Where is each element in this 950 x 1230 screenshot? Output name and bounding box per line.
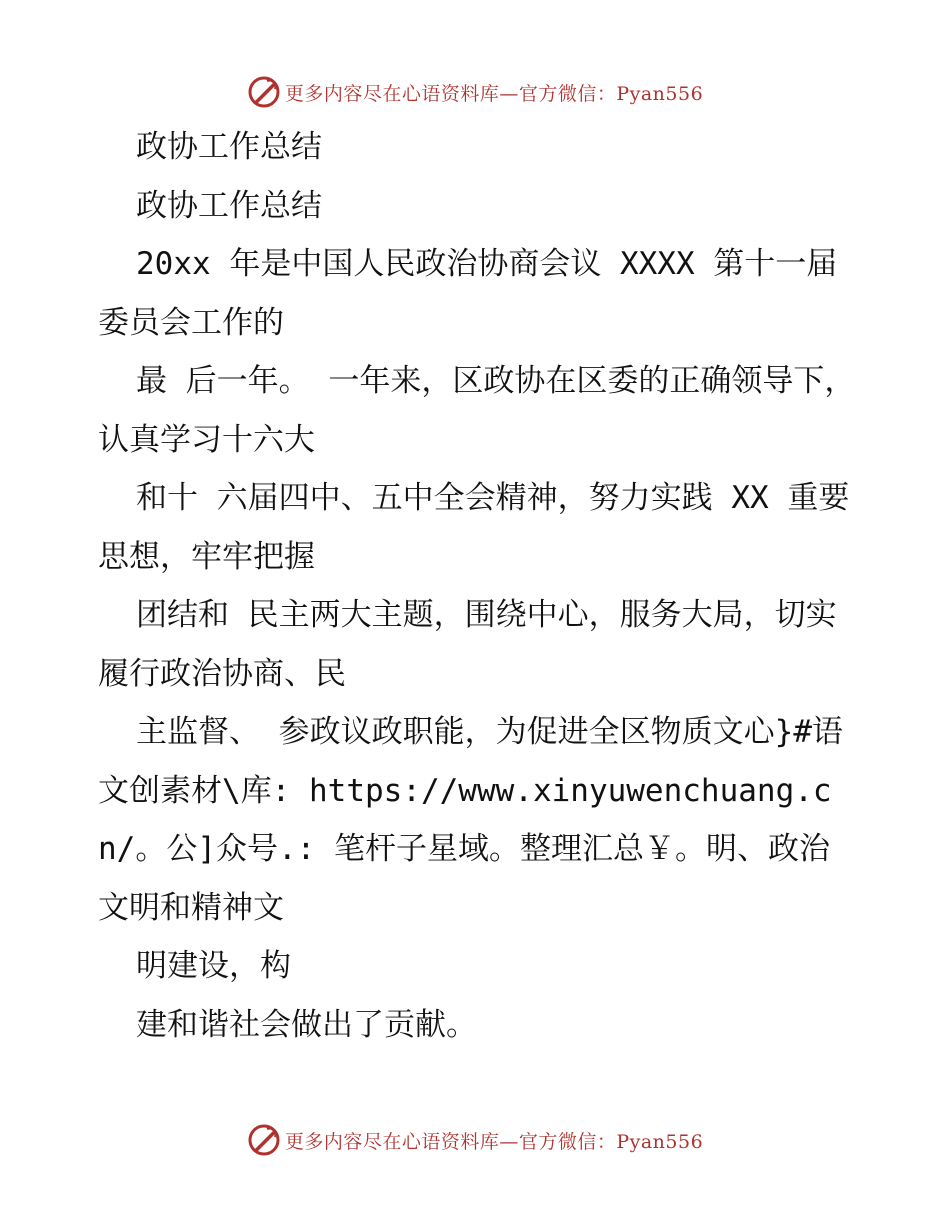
quill-logo-icon — [247, 1123, 281, 1157]
paragraph: 政协工作总结 — [136, 129, 322, 165]
footer-banner-text: 更多内容尽在心语资料库—官方微信：Pyan556 — [284, 1130, 704, 1153]
document-body — [98, 118, 858, 1054]
paragraph: 建和谐社会做出了贡献。 — [136, 1006, 477, 1043]
quill-logo-icon — [247, 75, 281, 109]
header-banner — [0, 72, 950, 112]
paragraph: 20xx 年是中国人民政治协商会议 XXXX 第十一届委员会工作的 — [98, 246, 838, 341]
paragraph: 团结和 民主两大主题，围绕中心，服务大局，切实履行政治协商、民 — [98, 597, 837, 692]
footer-banner — [0, 1120, 950, 1160]
paragraph: 政协工作总结 — [136, 187, 322, 224]
paragraph: 主监督、 参政议政职能，为促进全区物质文心}#语文创素材\库: https://www.xinyuwenchuang.cn/。公]众号.: 笔杆子星域。整理汇总￥。明、政治文明和精神文 — [98, 714, 843, 926]
paragraph: 最 后一年。 一年来，区政协在区委的正确领导下，认真学习十六大 — [98, 363, 856, 458]
paragraph: 明建设，构 — [136, 948, 291, 984]
header-banner-text: 更多内容尽在心语资料库—官方微信：Pyan556 — [284, 82, 704, 105]
paragraph: 和十 六届四中、五中全会精神，努力实践 XX 重要思想，牢牢把握 — [98, 480, 850, 575]
